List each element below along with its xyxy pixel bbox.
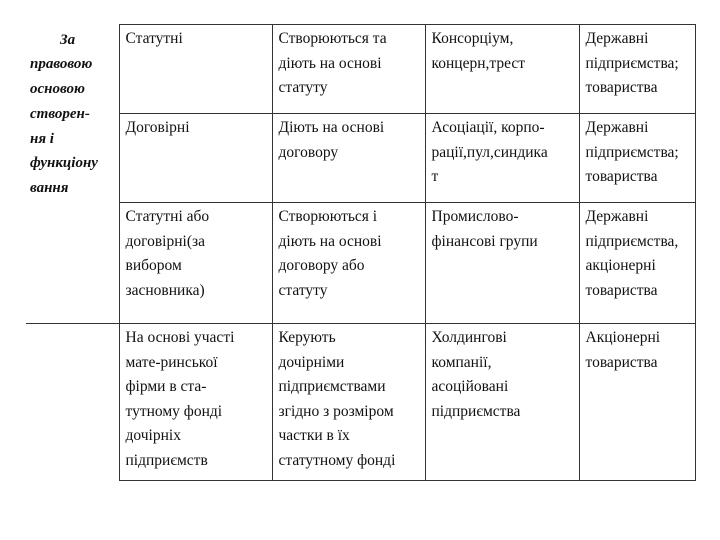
type-cell xyxy=(119,324,272,481)
cell-line: вибором xyxy=(125,257,182,274)
type-cell xyxy=(119,25,272,114)
classification-table xyxy=(26,24,696,481)
cell-line: договору або xyxy=(278,257,365,274)
row-header-line: правовою xyxy=(30,56,93,73)
cell-line: рації,пул,синдика xyxy=(431,143,548,161)
cell-line: мате-ринської xyxy=(125,353,218,371)
examples-cell xyxy=(579,114,695,203)
cell-line: товариства xyxy=(585,281,658,299)
cell-line: Промислово- xyxy=(431,208,519,225)
table-row xyxy=(26,324,695,481)
row-header-line: вання xyxy=(30,180,69,197)
forms-cell xyxy=(425,114,579,203)
cell-line: підприємств xyxy=(125,451,208,469)
table-row xyxy=(26,203,695,324)
cell-line: згідно з розміром xyxy=(278,402,394,420)
cell-line: Акціонерні xyxy=(585,329,661,346)
cell-line: Консорціум, xyxy=(431,30,514,47)
row-header-line: створен- xyxy=(30,105,90,122)
cell-line: акціонерні xyxy=(585,257,656,274)
cell-line: засновника) xyxy=(125,281,205,299)
cell-line: підприємства xyxy=(431,402,521,420)
cell-line: підприємства; xyxy=(585,143,679,161)
cell-line: договору xyxy=(278,143,339,161)
examples-cell xyxy=(579,25,695,114)
table-row xyxy=(26,25,695,114)
cell-line: товариства xyxy=(585,79,658,96)
basis-cell xyxy=(272,114,425,203)
cell-line: підприємства, xyxy=(585,232,679,250)
type-cell xyxy=(119,114,272,203)
basis-cell xyxy=(272,25,425,114)
cell-line: статутному фонді xyxy=(278,451,396,469)
cell-line: підприємствами xyxy=(278,378,386,395)
cell-line: асоційовані xyxy=(431,378,509,395)
cell-line: т xyxy=(431,168,439,185)
cell-line: дочірніми xyxy=(278,353,345,371)
cell-line: Державні xyxy=(585,119,649,136)
row-header-line: функціону xyxy=(30,155,98,172)
row-header-cell xyxy=(26,25,119,324)
examples-cell xyxy=(579,324,695,481)
row-header-line: За xyxy=(60,31,76,48)
cell-line: Статутні або xyxy=(125,208,210,225)
cell-line: Створюються і xyxy=(278,208,378,225)
cell-line: діють на основі xyxy=(278,232,382,250)
basis-cell xyxy=(272,203,425,324)
cell-line: Державні xyxy=(585,30,649,47)
examples-cell xyxy=(579,203,695,324)
cell-line: товариства xyxy=(585,353,658,371)
cell-line: Договірні xyxy=(125,119,190,136)
cell-line: фінансові групи xyxy=(431,232,538,250)
cell-line: Холдингові xyxy=(431,329,507,346)
forms-cell xyxy=(425,203,579,324)
cell-line: Державні xyxy=(585,208,649,225)
cell-line: частки в їх xyxy=(278,427,350,444)
cell-line: тутному фонді xyxy=(125,402,223,420)
cell-line: Статутні xyxy=(125,30,183,47)
cell-line: статуту xyxy=(278,79,328,96)
cell-line: компанії, xyxy=(431,353,492,371)
row-header-line: ня і xyxy=(30,130,54,147)
cell-line: дочірніх xyxy=(125,427,181,444)
cell-line: На основі участі xyxy=(125,329,235,346)
table-row xyxy=(26,114,695,203)
cell-line: підприємства; xyxy=(585,54,679,72)
type-cell xyxy=(119,203,272,324)
cell-line: Діють на основі xyxy=(278,119,385,136)
cell-line: Створюються та xyxy=(278,30,387,47)
cell-line: концерн,трест xyxy=(431,54,526,72)
empty-cell xyxy=(26,324,119,481)
cell-line: Асоціації, корпо- xyxy=(431,119,545,136)
cell-line: діють на основі xyxy=(278,54,382,72)
cell-line: договірні(за xyxy=(125,232,205,250)
cell-line: товариства xyxy=(585,168,658,185)
cell-line: статуту xyxy=(278,281,328,299)
basis-cell xyxy=(272,324,425,481)
forms-cell xyxy=(425,25,579,114)
cell-line: фірми в ста- xyxy=(125,378,207,395)
forms-cell xyxy=(425,324,579,481)
cell-line: Керують xyxy=(278,329,336,346)
row-header-line: основою xyxy=(30,81,85,98)
